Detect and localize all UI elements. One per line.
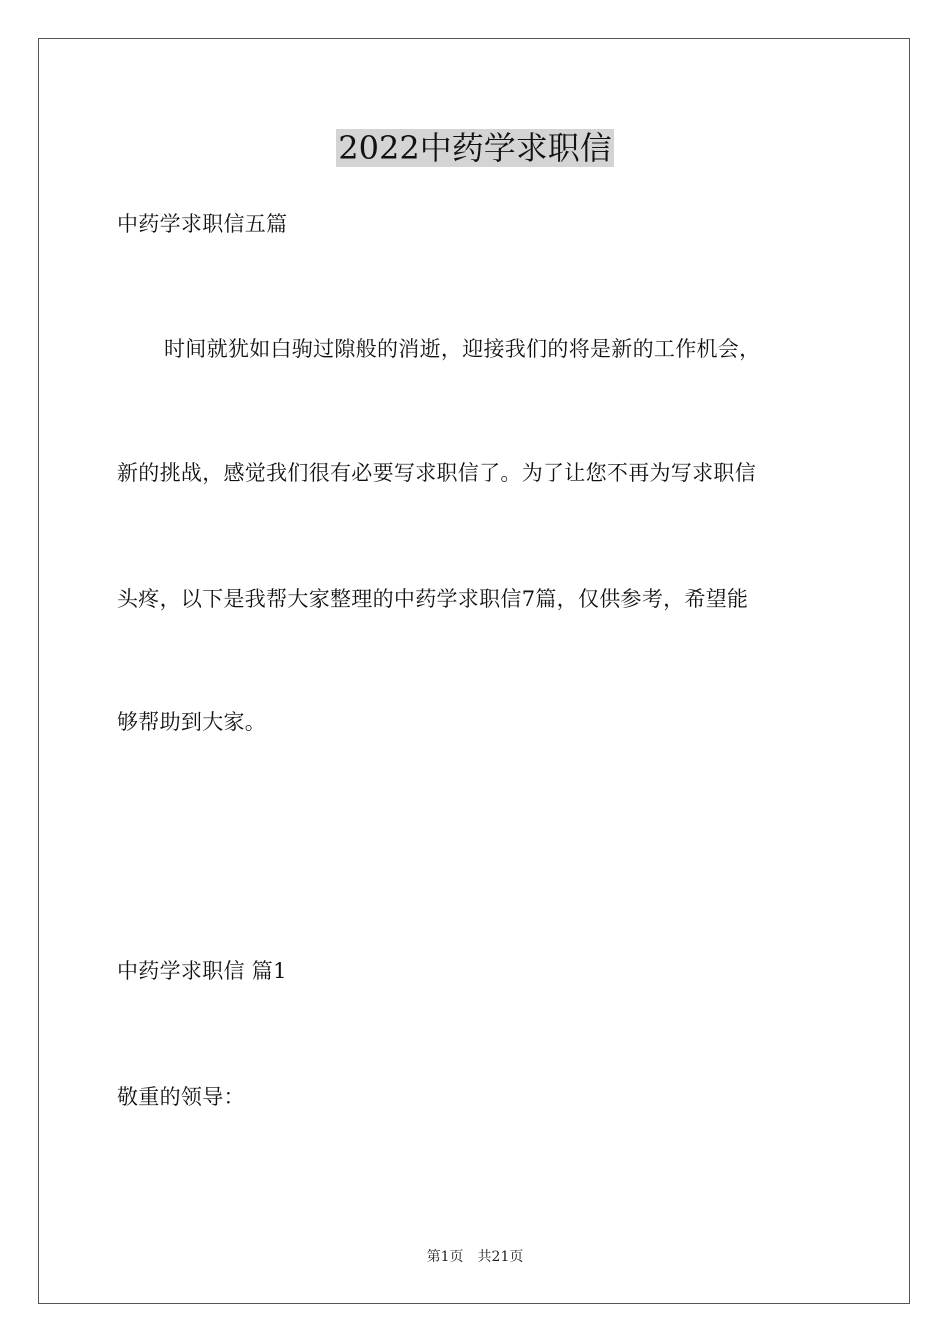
document-subtitle: 中药学求职信五篇 xyxy=(117,212,288,236)
document-title-text: 2022中药学求职信 xyxy=(338,129,612,167)
paragraph-line-3: 头疼，以下是我帮大家整理的中药学求职信7篇，仅供参考，希望能 xyxy=(117,587,749,611)
document-title xyxy=(0,127,950,169)
page-number-current: 第1页 xyxy=(426,1249,464,1265)
paragraph-line-4: 够帮助到大家。 xyxy=(117,710,267,734)
paragraph-line-2: 新的挑战，感觉我们很有必要写求职信了。为了让您不再为写求职信 xyxy=(117,461,756,485)
section-heading: 中药学求职信 篇1 xyxy=(117,959,287,983)
salutation: 敬重的领导： xyxy=(117,1085,245,1109)
page-number-total: 共21页 xyxy=(477,1249,524,1265)
page-footer xyxy=(0,1247,950,1267)
paragraph-line-1: 时间就犹如白驹过隙般的消逝，迎接我们的将是新的工作机会， xyxy=(164,337,761,361)
